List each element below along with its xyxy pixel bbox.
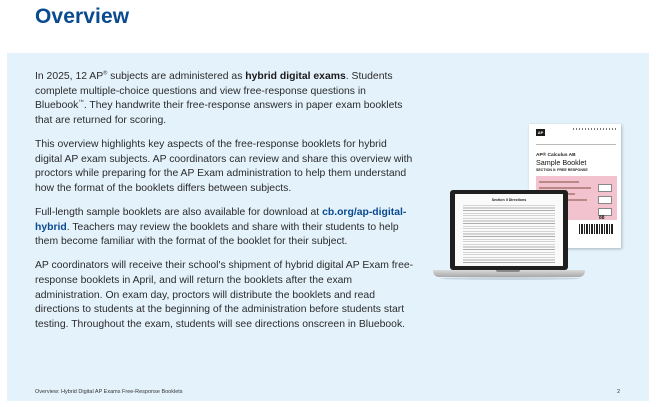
barcode: [579, 224, 613, 234]
booklet-field: [539, 181, 579, 183]
booklet-divider: [536, 144, 616, 145]
booklet-title: Sample Booklet: [536, 158, 587, 167]
laptop-notch: [496, 270, 520, 272]
paragraph-1: In 2025, 12 AP® subjects are administered as hybrid digital exams. Students complete multiple-choice questions and view free-response questions in Bluebook™. They handwrite their free-response answers in paper exam booklets that are returned for scoring.: [35, 70, 403, 126]
booklet-section: SECTION II: FREE RESPONSE: [536, 168, 588, 172]
paragraph-4: AP coordinators will receive their school's shipment of hybrid digital AP Exam free-response booklets in April, and will return the booklets after the exam administration. On exam day, proctors will distribute the booklets and read directions to students at the beginning of the administration before students start testing. Throughout the exam, students will see directions onscreen in Bluebook.: [35, 260, 414, 330]
page-title: Overview: [35, 5, 130, 28]
booklet-subject: AP® Calculus AB: [536, 153, 576, 158]
footer-title: Overview: Hybrid Digital AP Exams Free-Response Booklets: [35, 389, 183, 395]
laptop-display: [455, 194, 563, 266]
page-number: 2: [617, 389, 621, 395]
laptop-shadow: [440, 277, 580, 280]
overview-text: [35, 70, 415, 342]
booklet-box: [598, 196, 612, 204]
laptop-heading: Section II Directions: [491, 198, 527, 202]
ap-logo: AP: [537, 130, 544, 135]
booklet-dots: [573, 128, 617, 130]
ap-digital-hybrid-link[interactable]: cb.org/ap-digital-hybrid: [35, 206, 407, 233]
hybrid-digital-exams-emphasis: hybrid digital exams: [245, 71, 346, 82]
booklet-number: 88: [599, 215, 605, 221]
booklet-field: [539, 187, 591, 189]
paragraph-3: Full-length sample booklets are also available for download at cb.org/ap-digital-hybrid. Teachers may review the booklets and share with their students to help them become familiar with the format of the booklet for their subject.: [35, 206, 407, 248]
laptop-text-lines: [463, 205, 555, 263]
laptop-image: [450, 190, 568, 270]
booklet-box: [598, 184, 612, 192]
paragraph-2: This overview highlights key aspects of the free-response booklets for hybrid digital AP exam subjects. AP coordinators can review and share this overview with proctors while preparing for the AP Exam administration to help them understand how the format of the booklets differs between subjects.: [35, 138, 413, 194]
